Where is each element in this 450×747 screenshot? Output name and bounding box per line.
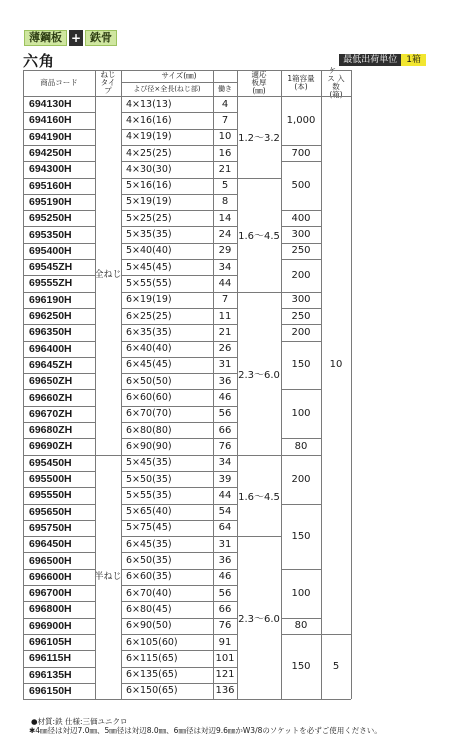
row-divider xyxy=(23,275,95,276)
page-title: 六角 xyxy=(23,52,56,70)
plate-thickness: 2.3～6.0 xyxy=(238,614,280,626)
header-code: 商品コード xyxy=(40,78,78,87)
product-code: 69660ZH xyxy=(29,391,73,404)
size-spec: 6×50(35) xyxy=(126,555,172,567)
row-divider xyxy=(23,569,95,570)
row-divider xyxy=(121,243,237,244)
row-divider xyxy=(23,357,95,358)
box-quantity: 100 xyxy=(291,587,311,599)
row-divider xyxy=(121,650,237,651)
box-quantity: 400 xyxy=(291,212,311,224)
row-divider xyxy=(23,634,95,635)
column-divider xyxy=(321,70,322,699)
row-divider xyxy=(23,112,95,113)
box-quantity: 250 xyxy=(291,310,311,322)
size-spec: 6×135(65) xyxy=(126,669,178,681)
min-shipping-unit xyxy=(339,54,426,66)
working-length: 31 xyxy=(218,359,232,371)
box-quantity: 150 xyxy=(291,359,311,371)
working-length: 101 xyxy=(215,652,235,664)
size-spec: 4×13(13) xyxy=(126,98,172,110)
category-tag-thin-steel: 薄鋼板 xyxy=(24,30,67,46)
column-divider xyxy=(213,70,214,699)
product-code: 695350H xyxy=(29,228,72,241)
working-length: 44 xyxy=(218,277,232,289)
column-divider xyxy=(121,70,122,699)
working-length: 36 xyxy=(218,555,232,567)
working-length: 121 xyxy=(215,669,235,681)
product-code: 696250H xyxy=(29,310,72,323)
product-code: 696450H xyxy=(29,538,72,551)
working-length: 34 xyxy=(218,457,232,469)
working-length: 31 xyxy=(218,538,232,550)
row-divider xyxy=(121,471,237,472)
row-divider xyxy=(121,504,237,505)
working-length: 91 xyxy=(218,636,232,648)
size-spec: 5×40(40) xyxy=(126,245,172,257)
row-divider xyxy=(23,178,95,179)
product-code: 695250H xyxy=(29,212,72,225)
row-divider xyxy=(23,292,95,293)
table-top-border xyxy=(23,70,351,71)
product-code: 695400H xyxy=(29,244,72,257)
header-divider xyxy=(121,82,237,83)
working-length: 11 xyxy=(218,310,232,322)
row-divider xyxy=(121,259,237,260)
header-size-working: 働き xyxy=(218,85,232,93)
working-length: 39 xyxy=(218,473,232,485)
working-length: 21 xyxy=(218,163,232,175)
column-divider xyxy=(23,70,24,699)
size-spec: 6×90(50) xyxy=(126,620,172,632)
working-length: 7 xyxy=(221,294,229,306)
working-length: 64 xyxy=(218,522,232,534)
size-spec: 5×55(35) xyxy=(126,489,172,501)
row-divider xyxy=(121,406,237,407)
product-code: 694250H xyxy=(29,147,72,160)
product-code: 696115H xyxy=(29,652,72,665)
working-length: 54 xyxy=(218,506,232,518)
size-spec: 5×65(40) xyxy=(126,506,172,518)
working-length: 10 xyxy=(218,131,232,143)
size-spec: 6×105(60) xyxy=(126,636,178,648)
product-code: 694160H xyxy=(29,114,72,127)
row-divider xyxy=(23,471,95,472)
socket-note: ✱4㎜径は対辺7.0㎜、5㎜径は対辺8.0㎜、6㎜径は対辺9.6㎜かW3/8のソケットを必ずご使用ください。 xyxy=(29,726,382,735)
size-spec: 6×70(40) xyxy=(126,587,172,599)
row-divider xyxy=(121,634,237,635)
product-code: 694300H xyxy=(29,163,72,176)
row-divider xyxy=(121,226,237,227)
product-code: 696600H xyxy=(29,570,72,583)
size-spec: 6×35(35) xyxy=(126,326,172,338)
row-divider xyxy=(23,259,95,260)
row-divider xyxy=(121,112,237,113)
box-quantity: 500 xyxy=(291,180,311,192)
size-spec: 6×80(80) xyxy=(126,424,172,436)
product-code: 694190H xyxy=(29,130,72,143)
row-divider xyxy=(23,226,95,227)
working-length: 34 xyxy=(218,261,232,273)
plate-thickness: 1.6～4.5 xyxy=(238,491,280,503)
header-qty: 1箱容量 (本) xyxy=(287,74,315,91)
working-length: 66 xyxy=(218,424,232,436)
row-divider xyxy=(121,129,237,130)
size-spec: 6×80(45) xyxy=(126,603,172,615)
row-divider xyxy=(121,389,237,390)
box-quantity: 200 xyxy=(291,326,311,338)
product-code: 69680ZH xyxy=(29,424,73,437)
row-divider xyxy=(23,406,95,407)
row-divider xyxy=(23,308,95,309)
box-quantity: 200 xyxy=(291,269,311,281)
header-bottom-border xyxy=(23,96,351,97)
row-divider xyxy=(23,455,95,456)
product-code: 696190H xyxy=(29,293,72,306)
row-divider xyxy=(121,292,237,293)
row-divider xyxy=(121,357,237,358)
category-tags xyxy=(24,30,117,46)
row-divider xyxy=(121,455,237,456)
size-spec: 5×55(55) xyxy=(126,277,172,289)
row-divider xyxy=(23,324,95,325)
working-length: 4 xyxy=(221,98,229,110)
box-quantity: 300 xyxy=(291,294,311,306)
product-code: 696135H xyxy=(29,668,72,681)
min-unit-label: 最低出荷単位 xyxy=(339,54,401,66)
row-divider xyxy=(23,210,95,211)
size-spec: 6×70(70) xyxy=(126,408,172,420)
row-divider xyxy=(121,161,237,162)
box-quantity: 100 xyxy=(291,408,311,420)
material-note: ●材質:鉄 仕様:三価ユニクロ xyxy=(31,717,128,726)
row-divider xyxy=(23,373,95,374)
size-spec: 6×60(35) xyxy=(126,571,172,583)
case-count: 5 xyxy=(332,660,340,672)
box-quantity: 1,000 xyxy=(286,114,316,126)
size-spec: 5×35(35) xyxy=(126,229,172,241)
column-divider xyxy=(237,70,238,699)
column-divider xyxy=(351,70,352,699)
row-divider xyxy=(23,667,95,668)
product-code: 695650H xyxy=(29,505,72,518)
table-bottom-border xyxy=(23,699,351,700)
product-code: 696900H xyxy=(29,619,72,632)
box-quantity: 300 xyxy=(291,229,311,241)
box-quantity: 200 xyxy=(291,473,311,485)
box-quantity: 700 xyxy=(291,147,311,159)
working-length: 16 xyxy=(218,147,232,159)
working-length: 76 xyxy=(218,620,232,632)
working-length: 56 xyxy=(218,408,232,420)
header-size: サイズ(㎜) xyxy=(161,71,197,80)
product-code: 695750H xyxy=(29,521,72,534)
size-spec: 6×150(65) xyxy=(126,685,178,697)
row-divider xyxy=(121,438,237,439)
header-type: ねじ タイプ xyxy=(100,70,116,95)
working-length: 66 xyxy=(218,603,232,615)
row-divider xyxy=(23,552,95,553)
product-code: 696400H xyxy=(29,342,72,355)
row-divider xyxy=(121,552,237,553)
row-divider xyxy=(23,504,95,505)
product-code: 695190H xyxy=(29,195,72,208)
thread-type: 半ねじ xyxy=(94,571,122,582)
size-spec: 5×75(45) xyxy=(126,522,172,534)
working-length: 21 xyxy=(218,326,232,338)
product-code: 69545ZH xyxy=(29,261,73,274)
row-divider xyxy=(121,422,237,423)
header-size-dimensions: よび径×全長(ねじ部) xyxy=(133,85,201,93)
row-divider xyxy=(23,618,95,619)
size-spec: 4×19(19) xyxy=(126,131,172,143)
row-divider xyxy=(121,601,237,602)
row-divider xyxy=(121,145,237,146)
product-code: 696105H xyxy=(29,636,72,649)
product-table xyxy=(23,66,351,716)
product-code: 696350H xyxy=(29,326,72,339)
size-spec: 6×25(25) xyxy=(126,310,172,322)
row-divider xyxy=(23,341,95,342)
size-spec: 5×50(35) xyxy=(126,473,172,485)
size-spec: 5×45(45) xyxy=(126,261,172,273)
row-divider xyxy=(121,618,237,619)
size-spec: 6×19(19) xyxy=(126,294,172,306)
product-code: 695550H xyxy=(29,489,72,502)
plate-thickness: 1.6～4.5 xyxy=(238,231,280,243)
row-divider xyxy=(121,667,237,668)
row-divider xyxy=(23,243,95,244)
row-divider xyxy=(121,569,237,570)
product-code: 695500H xyxy=(29,473,72,486)
row-divider xyxy=(23,536,95,537)
size-spec: 5×16(16) xyxy=(126,180,172,192)
size-spec: 4×16(16) xyxy=(126,114,172,126)
row-divider xyxy=(121,210,237,211)
working-length: 56 xyxy=(218,587,232,599)
row-divider xyxy=(121,487,237,488)
row-divider xyxy=(121,536,237,537)
row-divider xyxy=(23,438,95,439)
box-quantity: 150 xyxy=(291,660,311,672)
row-divider xyxy=(23,520,95,521)
size-spec: 6×115(65) xyxy=(126,652,178,664)
working-length: 14 xyxy=(218,212,232,224)
row-divider xyxy=(121,178,237,179)
row-divider xyxy=(23,129,95,130)
working-length: 46 xyxy=(218,571,232,583)
working-length: 8 xyxy=(221,196,229,208)
box-quantity: 80 xyxy=(294,620,308,632)
thread-type: 全ねじ xyxy=(94,270,122,281)
row-divider xyxy=(121,373,237,374)
row-divider xyxy=(23,389,95,390)
box-quantity: 150 xyxy=(291,530,311,542)
size-spec: 6×90(90) xyxy=(126,440,172,452)
size-spec: 6×40(40) xyxy=(126,343,172,355)
plate-thickness: 2.3～6.0 xyxy=(238,369,280,381)
plate-thickness: 1.2～3.2 xyxy=(238,133,280,145)
working-length: 44 xyxy=(218,489,232,501)
product-code: 696150H xyxy=(29,684,72,697)
row-divider xyxy=(121,341,237,342)
product-code: 69650ZH xyxy=(29,375,73,388)
row-divider xyxy=(23,487,95,488)
row-divider xyxy=(121,308,237,309)
row-divider xyxy=(23,194,95,195)
row-divider xyxy=(23,650,95,651)
row-divider xyxy=(121,520,237,521)
working-length: 26 xyxy=(218,343,232,355)
size-spec: 4×30(30) xyxy=(126,163,172,175)
header-plate: 適応 板厚 (㎜) xyxy=(251,70,267,95)
size-spec: 6×60(60) xyxy=(126,392,172,404)
working-length: 24 xyxy=(218,229,232,241)
row-divider xyxy=(121,683,237,684)
size-spec: 6×45(35) xyxy=(126,538,172,550)
plus-icon: + xyxy=(70,31,82,45)
size-spec: 6×50(50) xyxy=(126,375,172,387)
working-length: 5 xyxy=(221,180,229,192)
size-spec: 5×25(25) xyxy=(126,212,172,224)
box-quantity: 250 xyxy=(291,245,311,257)
product-code: 695160H xyxy=(29,179,72,192)
row-divider xyxy=(23,145,95,146)
case-count: 10 xyxy=(329,359,343,371)
row-divider xyxy=(23,422,95,423)
product-code: 69690ZH xyxy=(29,440,73,453)
row-divider xyxy=(121,275,237,276)
row-divider xyxy=(121,324,237,325)
product-code: 69555ZH xyxy=(29,277,73,290)
product-code: 69670ZH xyxy=(29,407,73,420)
size-spec: 4×25(25) xyxy=(126,147,172,159)
product-code: 696700H xyxy=(29,587,72,600)
product-code: 695450H xyxy=(29,456,72,469)
product-code: 696500H xyxy=(29,554,72,567)
column-divider xyxy=(95,70,96,699)
size-spec: 5×19(19) xyxy=(126,196,172,208)
header-case: ケース 入数 (箱) xyxy=(327,66,345,99)
working-length: 7 xyxy=(221,114,229,126)
row-divider xyxy=(121,585,237,586)
working-length: 36 xyxy=(218,375,232,387)
product-code: 694130H xyxy=(29,98,72,111)
row-divider xyxy=(23,601,95,602)
working-length: 136 xyxy=(215,685,235,697)
product-code: 69645ZH xyxy=(29,358,73,371)
size-spec: 6×45(45) xyxy=(126,359,172,371)
working-length: 29 xyxy=(218,245,232,257)
category-tag-steel-frame: 鉄骨 xyxy=(85,30,117,46)
column-divider xyxy=(281,70,282,699)
row-divider xyxy=(23,161,95,162)
min-unit-value: 1箱 xyxy=(401,54,426,66)
working-length: 46 xyxy=(218,392,232,404)
row-divider xyxy=(23,683,95,684)
box-quantity: 80 xyxy=(294,440,308,452)
size-spec: 5×45(35) xyxy=(126,457,172,469)
row-divider xyxy=(121,194,237,195)
working-length: 76 xyxy=(218,440,232,452)
row-divider xyxy=(23,585,95,586)
product-code: 696800H xyxy=(29,603,72,616)
